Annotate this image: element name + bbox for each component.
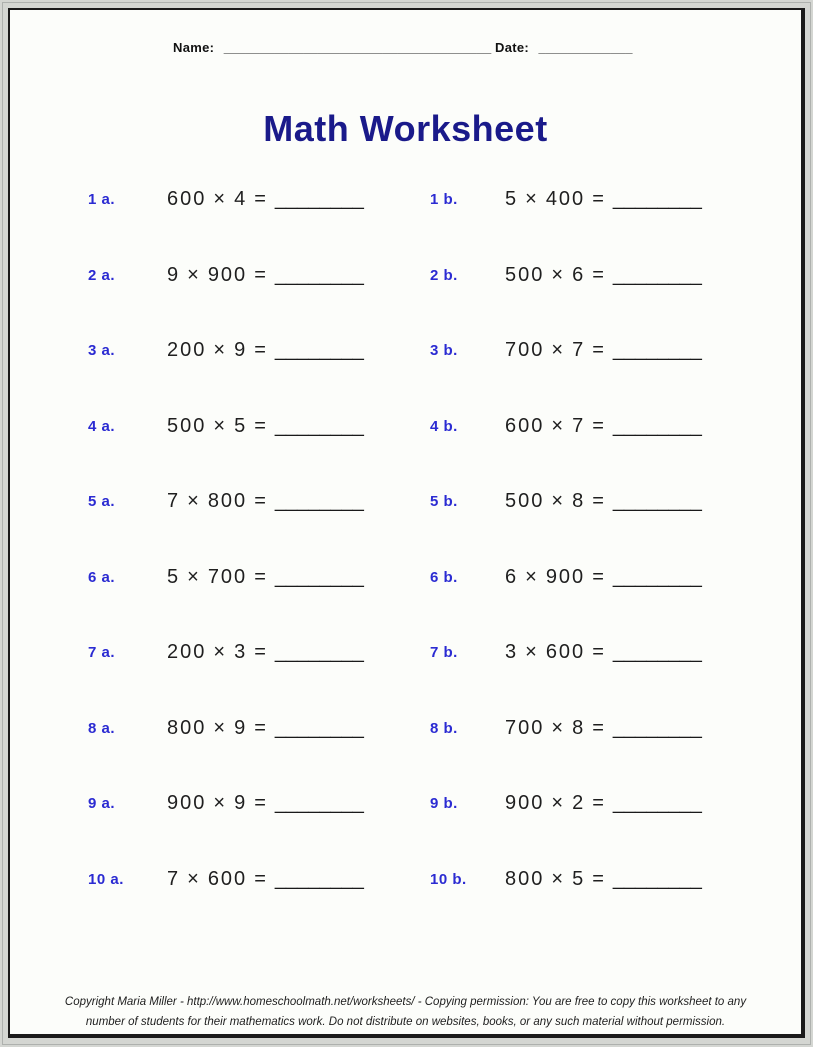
answer-blank: ________ <box>612 263 702 286</box>
multiplication-sign: × <box>551 867 566 890</box>
factor2: 5 <box>234 414 248 437</box>
problem-10a-label: 10 a. <box>88 870 124 888</box>
answer-blank: ________ <box>274 414 364 437</box>
answer-blank: ________ <box>612 339 702 362</box>
equals-sign: = <box>254 339 268 362</box>
problem-1b-label: 1 b. <box>430 191 458 209</box>
factor1: 900 <box>167 792 207 815</box>
problem-1a-expression <box>167 188 430 211</box>
factor1: 5 <box>167 565 181 588</box>
problem-9a-expression <box>167 792 430 815</box>
factor1: 600 <box>167 188 207 211</box>
answer-blank: ________ <box>274 339 364 362</box>
factor2: 9 <box>234 339 248 362</box>
equals-sign: = <box>592 414 606 437</box>
problem-5b-expression <box>505 490 801 513</box>
factor1: 7 <box>167 867 181 890</box>
multiplication-sign: × <box>187 263 201 286</box>
problem-8a-label: 8 a. <box>88 719 116 737</box>
factor2: 9 <box>234 792 248 815</box>
date-field-group <box>495 39 632 57</box>
factor2: 3 <box>234 641 248 664</box>
worksheet-title: Math Worksheet <box>263 108 548 149</box>
equals-sign: = <box>592 263 606 286</box>
multiplication-sign: × <box>213 792 228 815</box>
problem-6a-expression <box>167 566 430 589</box>
factor1: 9 <box>167 263 181 286</box>
factor1: 5 <box>505 188 519 211</box>
factor1: 800 <box>167 716 207 739</box>
equals-sign: = <box>254 414 268 437</box>
worksheet-page <box>8 8 805 1038</box>
problem-6a-label: 6 a. <box>88 568 116 586</box>
copyright-line-2: number of students for their mathematics work. Do not distribute on websites, books, or any such material without permission. <box>85 1016 726 1028</box>
multiplication-sign: × <box>525 188 539 211</box>
multiplication-sign: × <box>213 414 228 437</box>
problem-10a-expression <box>167 868 430 891</box>
problem-8b-expression <box>505 717 801 740</box>
problem-row <box>10 766 801 842</box>
equals-sign: = <box>592 867 606 890</box>
answer-blank: ________ <box>612 641 702 664</box>
problem-5a-label: 5 a. <box>88 493 116 511</box>
factor2: 800 <box>207 490 248 513</box>
date-blank-line: _____________ <box>538 40 633 55</box>
multiplication-sign: × <box>213 339 228 362</box>
problem-2a-label: 2 a. <box>88 266 116 284</box>
equals-sign: = <box>592 716 606 739</box>
factor1: 3 <box>505 641 519 664</box>
multiplication-sign: × <box>551 339 566 362</box>
factor2: 8 <box>572 716 586 739</box>
equals-sign: = <box>254 188 268 211</box>
multiplication-sign: × <box>213 641 228 664</box>
factor1: 7 <box>167 490 181 513</box>
name-field-group <box>173 39 491 57</box>
factor2: 900 <box>207 263 248 286</box>
factor2: 700 <box>207 565 248 588</box>
equals-sign: = <box>254 565 268 588</box>
answer-blank: ________ <box>274 792 364 815</box>
answer-blank: ________ <box>612 188 702 211</box>
answer-blank: ________ <box>612 414 702 437</box>
problem-row <box>10 540 801 616</box>
problem-3b-expression <box>505 339 801 362</box>
problem-1b-expression <box>505 188 801 211</box>
problem-2b-label: 2 b. <box>430 266 458 284</box>
problem-9b-label: 9 b. <box>430 795 458 813</box>
problem-row <box>10 313 801 389</box>
copyright-line-1: Copyright Maria Miller - http://www.homeschoolmath.net/worksheets/ - Copying permission: You are free to copy this worksheet to any <box>64 996 747 1008</box>
multiplication-sign: × <box>551 414 566 437</box>
factor1: 6 <box>505 565 519 588</box>
factor1: 700 <box>505 716 545 739</box>
factor2: 7 <box>572 414 586 437</box>
problem-7b-label: 7 b. <box>430 644 458 662</box>
problem-7b-expression <box>505 641 801 664</box>
problem-4a-label: 4 a. <box>88 417 116 435</box>
equals-sign: = <box>592 490 606 513</box>
factor2: 900 <box>545 565 586 588</box>
date-label: Date: <box>495 40 530 55</box>
equals-sign: = <box>592 339 606 362</box>
answer-blank: ________ <box>612 716 702 739</box>
factor2: 8 <box>572 490 586 513</box>
answer-blank: ________ <box>274 565 364 588</box>
problem-5b-label: 5 b. <box>430 493 458 511</box>
name-blank-line: _____________________________________ <box>223 40 492 55</box>
equals-sign: = <box>254 641 268 664</box>
answer-blank: ________ <box>274 188 364 211</box>
factor1: 200 <box>167 339 207 362</box>
multiplication-sign: × <box>551 490 566 513</box>
problem-4a-expression <box>167 415 430 438</box>
multiplication-sign: × <box>551 792 566 815</box>
problem-8a-expression <box>167 717 430 740</box>
problem-10b-expression <box>505 868 801 891</box>
factor1: 200 <box>167 641 207 664</box>
problem-4b-expression <box>505 415 801 438</box>
problem-row <box>10 464 801 540</box>
multiplication-sign: × <box>551 263 566 286</box>
factor2: 400 <box>545 188 586 211</box>
problem-row <box>10 691 801 767</box>
problem-3a-expression <box>167 339 430 362</box>
equals-sign: = <box>592 188 606 211</box>
multiplication-sign: × <box>551 716 566 739</box>
factor2: 600 <box>545 641 586 664</box>
answer-blank: ________ <box>612 565 702 588</box>
answer-blank: ________ <box>274 263 364 286</box>
factor1: 500 <box>505 490 545 513</box>
equals-sign: = <box>592 792 606 815</box>
problems-grid <box>10 162 801 917</box>
answer-blank: ________ <box>612 792 702 815</box>
multiplication-sign: × <box>187 565 201 588</box>
problem-8b-label: 8 b. <box>430 719 458 737</box>
problem-row <box>10 615 801 691</box>
factor1: 900 <box>505 792 545 815</box>
multiplication-sign: × <box>525 565 539 588</box>
problem-2b-expression <box>505 264 801 287</box>
problem-4b-label: 4 b. <box>430 417 458 435</box>
equals-sign: = <box>254 490 268 513</box>
equals-sign: = <box>592 565 606 588</box>
factor1: 500 <box>505 263 545 286</box>
answer-blank: ________ <box>274 490 364 513</box>
problem-6b-label: 6 b. <box>430 568 458 586</box>
multiplication-sign: × <box>213 716 228 739</box>
equals-sign: = <box>254 263 268 286</box>
answer-blank: ________ <box>612 490 702 513</box>
multiplication-sign: × <box>187 867 201 890</box>
factor2: 9 <box>234 716 248 739</box>
problem-row <box>10 842 801 918</box>
factor2: 600 <box>207 867 248 890</box>
equals-sign: = <box>254 792 268 815</box>
problem-7a-expression <box>167 641 430 664</box>
problem-row <box>10 162 801 238</box>
factor2: 2 <box>572 792 586 815</box>
problem-7a-label: 7 a. <box>88 644 116 662</box>
multiplication-sign: × <box>525 641 539 664</box>
answer-blank: ________ <box>612 867 702 890</box>
factor1: 600 <box>505 414 545 437</box>
multiplication-sign: × <box>187 490 201 513</box>
equals-sign: = <box>592 641 606 664</box>
answer-blank: ________ <box>274 716 364 739</box>
multiplication-sign: × <box>213 188 228 211</box>
equals-sign: = <box>254 716 268 739</box>
factor2: 6 <box>572 263 586 286</box>
factor1: 800 <box>505 867 545 890</box>
answer-blank: ________ <box>274 641 364 664</box>
problem-2a-expression <box>167 264 430 287</box>
name-label: Name: <box>173 40 215 55</box>
problem-6b-expression <box>505 566 801 589</box>
problem-3b-label: 3 b. <box>430 342 458 360</box>
problem-9b-expression <box>505 792 801 815</box>
problem-row <box>10 389 801 465</box>
problem-9a-label: 9 a. <box>88 795 116 813</box>
factor1: 500 <box>167 414 207 437</box>
factor1: 700 <box>505 339 545 362</box>
factor2: 7 <box>572 339 586 362</box>
answer-blank: ________ <box>274 867 364 890</box>
equals-sign: = <box>254 867 268 890</box>
factor2: 5 <box>572 867 586 890</box>
problem-row <box>10 238 801 314</box>
problem-5a-expression <box>167 490 430 513</box>
copyright-footer <box>10 992 801 1032</box>
problem-3a-label: 3 a. <box>88 342 116 360</box>
problem-1a-label: 1 a. <box>88 191 116 209</box>
problem-10b-label: 10 b. <box>430 870 467 888</box>
factor2: 4 <box>234 188 248 211</box>
